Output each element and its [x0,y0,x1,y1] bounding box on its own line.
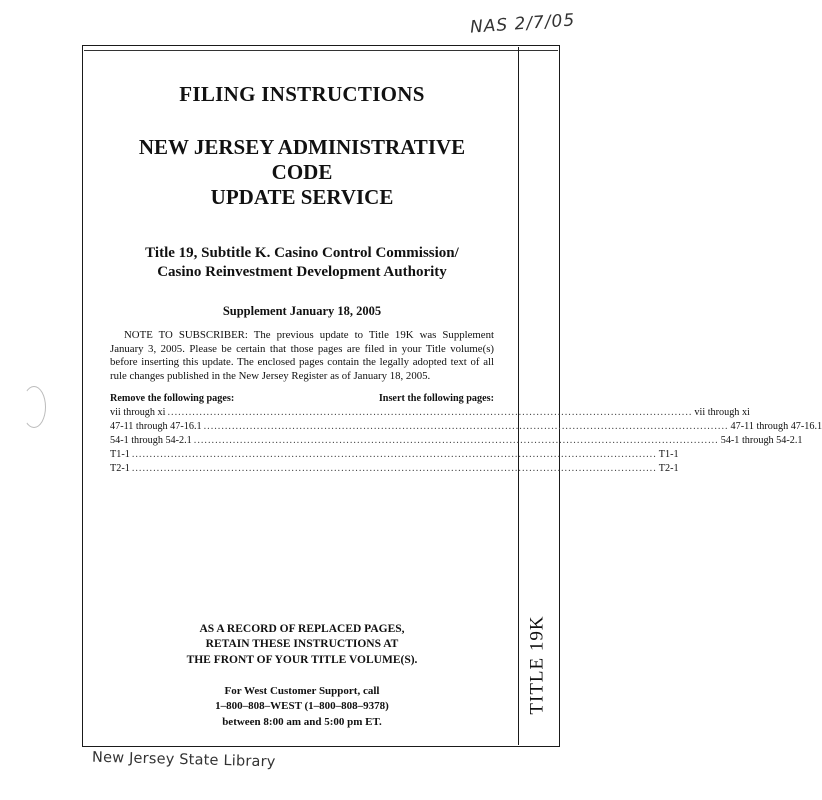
title-19-line-1: Title 19, Subtitle K. Casino Control Commission/ [145,245,459,261]
page-row [110,434,803,448]
page-row [110,406,750,420]
customer-support [110,684,494,730]
handwritten-initials-date: NAS 2/7/05 [469,10,576,38]
page-replacement-list [110,393,822,476]
remove-pages: T2-1 [110,463,130,475]
support-line-1: For West Customer Support, call [224,685,380,698]
page-row [110,420,822,434]
insert-pages: 54-1 through 54-2.1 [720,435,803,447]
remove-header: Remove the following pages: [110,393,235,405]
code-title-line-1: NEW JERSEY ADMINISTRATIVE CODE [138,135,466,184]
frame-inner-rule [84,50,558,51]
library-stamp: New Jersey State Library [91,749,276,771]
support-line-2: 1–800–808–WEST (1–800–808–9378) [215,700,389,713]
remove-pages: vii through xi [110,407,166,419]
title-19-line-2: Casino Reinvestment Development Authority [157,264,447,280]
page-row [110,448,679,462]
main-content [110,82,822,476]
retain-line-3: THE FRONT OF YOUR TITLE VOLUME(S). [186,653,418,666]
supplement-date: Supplement January 18, 2005 [222,304,382,318]
bottom-instructions [110,622,494,730]
insert-pages: 47-11 through 47-16.1 [730,421,822,433]
leader-dots: .................................................................................................................................................... [203,421,729,433]
remove-pages: 54-1 through 54-2.1 [110,435,192,447]
side-tab-label: TITLE 19K [527,615,549,715]
support-line-3: between 8:00 am and 5:00 pm ET. [222,715,382,728]
page-list-header [110,393,494,404]
page-title: FILING INSTRUCTIONS [179,82,425,106]
remove-pages: 47-11 through 47-16.1 [110,421,202,433]
leader-dots: .................................................................................................................................................... [131,449,657,461]
insert-pages: T1-1 [658,449,679,461]
leader-dots: .................................................................................................................................................... [193,435,719,447]
code-title [110,135,494,210]
title-19-heading [110,244,494,282]
retain-notice [110,622,494,668]
insert-pages: vii through xi [694,407,750,419]
punch-hole-mark [22,386,46,428]
code-title-line-2: UPDATE SERVICE [210,185,394,209]
insert-header: Insert the following pages: [378,393,494,405]
leader-dots: .................................................................................................................................................... [167,407,693,419]
remove-pages: T1-1 [110,449,130,461]
leader-dots: .................................................................................................................................................... [131,463,657,475]
side-tab-label-wrap [520,610,556,720]
page-row [110,462,679,476]
insert-pages: T2-1 [658,463,679,475]
subscriber-note: NOTE TO SUBSCRIBER: The previous update to Title 19K was Supplement January 3, 2005. Please be certain that those pages are filed in your Title volume(s) before inserting this update. The enclosed pages contain the legally adopted text of all rule changes published in the New Jersey Register as of January 18, 2005. [110,329,494,382]
retain-line-1: AS A RECORD OF REPLACED PAGES, [199,623,405,635]
retain-line-2: RETAIN THESE INSTRUCTIONS AT [205,638,399,651]
